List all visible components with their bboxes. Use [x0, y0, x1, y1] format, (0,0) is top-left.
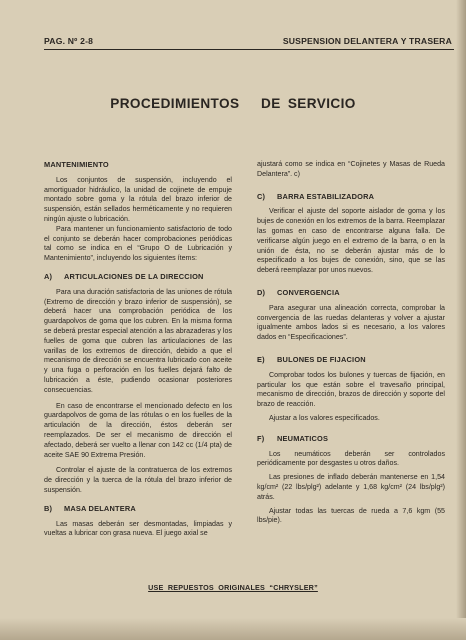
paragraph: ajustará como se indica en “Cojinetes y Masas de Rueda Delantera”. c): [257, 160, 445, 178]
section-letter: B): [44, 503, 53, 513]
heading-barra-estabilizadora: [257, 192, 445, 202]
heading-masa-delantera: [44, 504, 232, 514]
paragraph: Para una duración satisfactoria de las uniones de rótula (Extremo de dirección y brazo inferior de suspensión), se deberá hacer una comprobación periódica de los guardapolvos de goma que los cubren. En la misma forma se deberá prestar especial atención a las abrazaderas y los fuelles de goma que cubren las articulaciones de las varillas de los extremos de dirección, debido a que el mecanismo de dirección se encuentra lubricado con aceite y una fuga o perforación en los fuelles dejará falto de lubricación a éste, pudiendo ocasionar posteriores consecuencias.: [44, 287, 232, 394]
page-number: PAG. Nº 2-8: [44, 36, 94, 46]
section-title: SUSPENSION DELANTERA Y TRASERA: [282, 36, 452, 46]
right-column: [257, 160, 445, 526]
heading-text: CONVERGENCIA: [277, 287, 340, 297]
heading-text: BARRA ESTABILIZADORA: [277, 191, 375, 201]
section-letter: C): [257, 191, 266, 201]
heading-text: MASA DELANTERA: [64, 503, 136, 513]
section-letter: F): [257, 433, 265, 443]
heading-bulones: [257, 355, 445, 365]
page-title: PROCEDIMIENTOS DE SERVICIO: [110, 96, 356, 111]
left-column: [44, 160, 232, 539]
heading-articulaciones: [44, 272, 232, 282]
heading-convergencia: [257, 288, 445, 298]
paragraph: Los conjuntos de suspensión, incluyendo el amortiguador hidráulico, la unidad de cojinete de empuje montado sobre goma y la rótula del brazo inferior de suspensión, están sellados herméticamente y no requieren ningún ajuste o lubricación.: [44, 175, 232, 223]
section-letter: A): [44, 271, 53, 281]
paragraph: Para asegurar una alineación correcta, comprobar la convergencia de las ruedas delanteras y volver a ajustar igualmente ambos lados si es necesario, a los valores dados en “Especificaciones”.: [257, 303, 445, 342]
footer-notice: USE REPUESTOS ORIGINALES “CHRYSLER”: [148, 583, 318, 592]
paragraph: Verificar el ajuste del soporte aislador de goma y los bujes de conexión en los extremos de la barra. Reemplazar las gomas en caso de encontrarse alguna falla. De verificarse algún juego en el extremo de la barra, o en la unión de ésta, no se deberán ajustar más de lo especificado a los bujes de conexión, sino, que se las deberá reemplazar por unos nuevos.: [257, 207, 445, 275]
paragraph: En caso de encontrarse el mencionado defecto en los guardapolvos de goma de las rótulas o en los fuelles de la articulación de la dirección, éstos deberán ser reemplazados. De ser el mecanismo de dirección el afectado, deberá ser vuelto a llenar con 142 cc (1/4 pta) de aceite SAE 90 Extrema Presión.: [44, 401, 232, 459]
paragraph: Ajustar a los valores especificados.: [269, 413, 380, 422]
page-bottom-shade: [0, 618, 466, 640]
paragraph: Comprobar todos los bulones y tuercas de fijación, en particular los que están sobre el travesaño principal, mecanismo de dirección, brazos de dirección y soporte del brazo de reacción.: [257, 370, 445, 409]
heading-text: BULONES DE FIJACION: [277, 354, 366, 364]
page-footer: [0, 583, 466, 592]
paragraph: Las presiones de inflado deberán mantenerse en 1,54 kg/cm² (22 lbs/plg²) adelante y 1,68 kg/cm² (24 lbs/plg²) atrás.: [257, 473, 445, 501]
heading-mantenimiento: MANTENIMIENTO: [44, 160, 109, 169]
header-divider: [44, 49, 454, 50]
heading-text: NEUMATICOS: [277, 433, 329, 443]
paragraph: Controlar el ajuste de la contratuerca de los extremos de dirección y la tuerca de la rótula del brazo inferior de suspensión.: [44, 466, 232, 494]
heading-text: ARTICULACIONES DE LA DIRECCION: [64, 271, 204, 281]
heading-neumaticos: [257, 434, 445, 444]
paragraph: Las masas deberán ser desmontadas, limpiadas y vueltas a lubricar con grasa nueva. El juego axial se: [44, 519, 232, 538]
paragraph: Para mantener un funcionamiento satisfactorio de todo el conjunto se deberán hacer comprobaciones periódicas tal como se indica en el “Grupo O de Lubricación y Mantenimiento”, incluyendo los siguientes ítems:: [44, 224, 232, 263]
section-letter: D): [257, 287, 266, 297]
paragraph: Ajustar todas las tuercas de rueda a 7,6 kgm (55 lbs/pie).: [257, 506, 445, 525]
paragraph: Los neumáticos deberán ser controlados periódicamente por desgastes u otros daños.: [257, 449, 445, 468]
section-letter: E): [257, 354, 265, 364]
